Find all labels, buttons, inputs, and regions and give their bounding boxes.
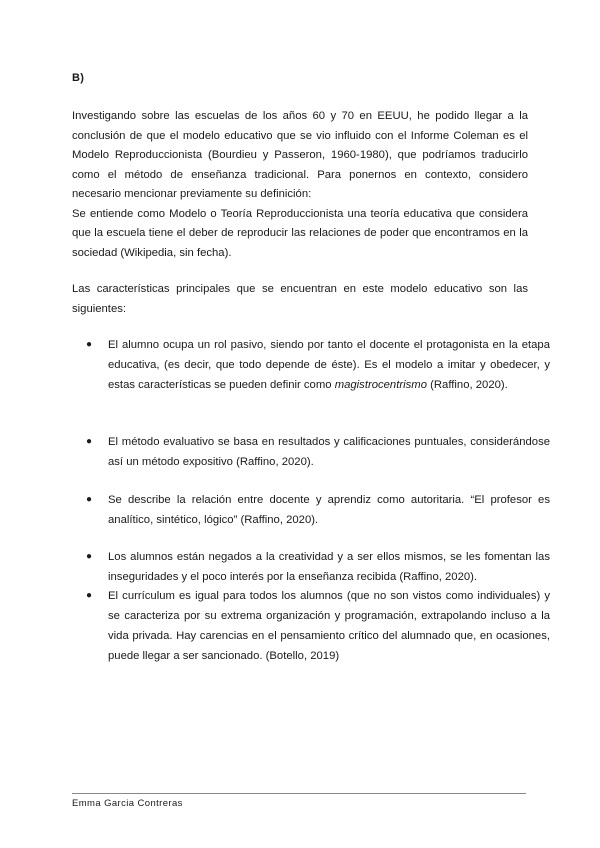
intro-paragraph [72,107,528,263]
list-item [86,432,550,472]
list-item [86,490,550,530]
characteristics-intro: Las características principales que se encuentran en este modelo educativo son las siguientes: [72,283,528,315]
list-item-text: Se describe la relación entre docente y aprendiz como autoritaria. “El profesor es analítico, sintético, lógico” (Raffino, 2020). [108,494,550,526]
list-item-citation: (Raffino, 2020). [426,379,508,391]
bullet-icon: ● [86,551,93,562]
bullet-icon: ● [86,436,93,447]
intro-paragraph-part-1: Investigando sobre las escuelas de los años 60 y 70 en EEUU, he podido llegar a la conclusión de que el modelo educativo que se vio influido con el Informe Coleman es el Modelo Reproduccionista (Bourdieu y Passeron, 1960-1980), que podríamos traducirlo como el método de enseñanza tradicional. Para ponernos en contexto, considero necesario mencionar previamente su definición: [72,110,528,200]
bullet-icon: ● [86,494,93,505]
list-item-text: Los alumnos están negados a la creatividad y a ser ellos mismos, se les fomentan las inseguridades y el poco interés por la enseñanza recibida (Raffino, 2020). [108,551,550,583]
bullet-icon: ● [86,590,93,601]
list-item-text: El alumno ocupa un rol pasivo, siendo por tanto el docente el protagonista en la etapa educativa, (es decir, que todo depende de éste). Es el modelo a imitar y obedecer, y estas características se pueden definir como [108,339,550,391]
bullet-icon: ● [86,339,93,350]
list-item [86,586,550,666]
list-item [86,335,550,395]
list-item-text: El currículum es igual para todos los alumnos (que no son vistos como individuales) y se caracteriza por su extrema organización y programación, extrapolando incluso a la vida privada. Hay carencias en el pensamiento crítico del alumnado que, en ocasiones, puede llegar a ser sancionado. (Botello, 2019) [108,590,550,662]
section-heading: B) [72,72,85,84]
list-item [86,547,550,587]
list-item-text: El método evaluativo se basa en resultados y calificaciones puntuales, considerándose así un método expositivo (Raffino, 2020). [108,436,550,468]
footer-divider [72,793,526,794]
footer-author: Emma Garcia Contreras [72,798,183,809]
list-item-emphasis: magistrocentrismo [334,379,427,391]
intro-paragraph-part-2: Se entiende como Modelo o Teoría Reproduccionista una teoría educativa que considera que la escuela tiene el deber de reproducir las relaciones de poder que encontramos en la sociedad (Wikipedia, sin fecha). [72,207,528,259]
